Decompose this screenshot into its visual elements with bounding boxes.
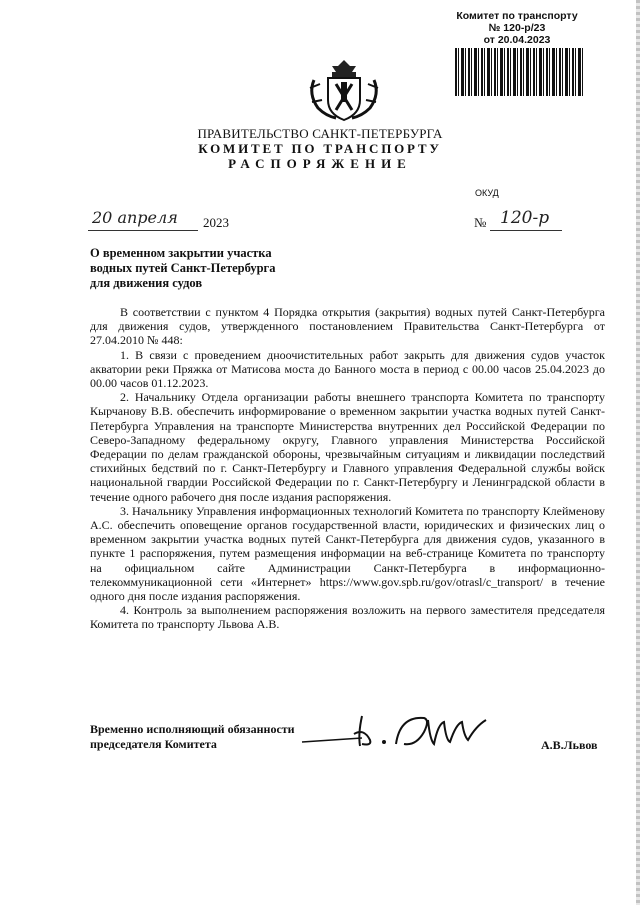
document-subject bbox=[90, 246, 275, 291]
subject-line-1: О временном закрытии участка bbox=[90, 246, 272, 260]
date-underline bbox=[88, 230, 198, 231]
document-body bbox=[90, 305, 605, 632]
signatory-title bbox=[90, 722, 295, 752]
signer-name: А.В.Львов bbox=[541, 738, 598, 752]
signatory-title-line-2: председателя Комитета bbox=[90, 737, 217, 751]
coat-of-arms-icon bbox=[306, 58, 382, 124]
stamp-line-1: Комитет по транспорту bbox=[456, 10, 578, 22]
document-type: РАСПОРЯЖЕНИЕ bbox=[228, 156, 412, 171]
barcode bbox=[455, 48, 585, 96]
item-3: 3. Начальнику Управления информационных технологий Комитета по транспорту Клейменову А.С. обеспечить оповещение органов государственной власти, юридических и физических лиц о временном закрытии участка водных путей Санкт-Петербурга для движения судов, указанного в пункте 1 распоряжения, путем размещения информации на веб-странице Комитета по транспорту на официальном сайте Администрации Санкт-Петербурга в информационно-телекоммуникационной сети «Интернет» https://www.gov.spb.ru/gov/otrasl/c_transport/ в течение одного дня после издания распоряжения. bbox=[90, 503, 605, 604]
handwritten-signature bbox=[300, 708, 530, 758]
intro-paragraph: В соответствии с пунктом 4 Порядка открытия (закрытия) водных путей Санкт-Петербурга для движения судов, утвержденного постановлением Правительства Санкт-Петербурга от 27.04.2010 № 448: bbox=[90, 305, 605, 348]
okud-label: ОКУД bbox=[475, 188, 499, 198]
government-title: ПРАВИТЕЛЬСТВО САНКТ-ПЕТЕРБУРГА bbox=[197, 126, 443, 141]
committee-title: КОМИТЕТ ПО ТРАНСПОРТУ bbox=[198, 141, 442, 156]
signatory-title-line-1: Временно исполняющий обязанности bbox=[90, 722, 295, 736]
date-field bbox=[88, 208, 258, 232]
item-4: 4. Контроль за выполнением распоряжения возложить на первого заместителя председателя Комитета по транспорту Львова А.В. bbox=[90, 603, 605, 632]
subject-line-2: водных путей Санкт-Петербурга bbox=[90, 261, 276, 275]
item-1: 1. В связи с проведением дноочистительных работ закрыть для движения судов участок акватории реки Пряжка от Матисова моста до Банного моста в период с 00.00 часов 25.04.2023 до 00.00 часов 01.12.2023. bbox=[90, 347, 605, 391]
number-sign: № bbox=[474, 215, 487, 230]
date-year: 2023 bbox=[203, 215, 229, 230]
subject-line-3: для движения судов bbox=[90, 276, 203, 290]
stamp-line-3: от 20.04.2023 bbox=[483, 34, 551, 46]
registration-stamp bbox=[442, 10, 592, 46]
handwritten-number: 120-р bbox=[500, 208, 550, 228]
number-field bbox=[474, 208, 564, 232]
handwritten-date: 20 апреля bbox=[92, 208, 178, 227]
stamp-line-2: № 120-р/23 bbox=[488, 22, 546, 34]
number-underline bbox=[490, 230, 562, 231]
item-2: 2. Начальнику Отдела организации работы внешнего транспорта Комитета по транспорту Кырчанову В.В. обеспечить информирование о временном закрытии участка водных путей Санкт-Петербурга Управления на транспорте Министерства внутренних дел Российской Федерации по Северо-Западному федеральному округу, Главного управления Министерства Российской Федерации по делам гражданской обороны, чрезвычайным ситуациям и ликвидации последствий стихийных бедствий по г. Санкт-Петербургу и Главного управления Федеральной службы войск национальной гвардии Российской Федерации по г. Санкт-Петербургу и Ленинградской области в течение одного рабочего дня после издания распоряжения. bbox=[90, 390, 605, 504]
